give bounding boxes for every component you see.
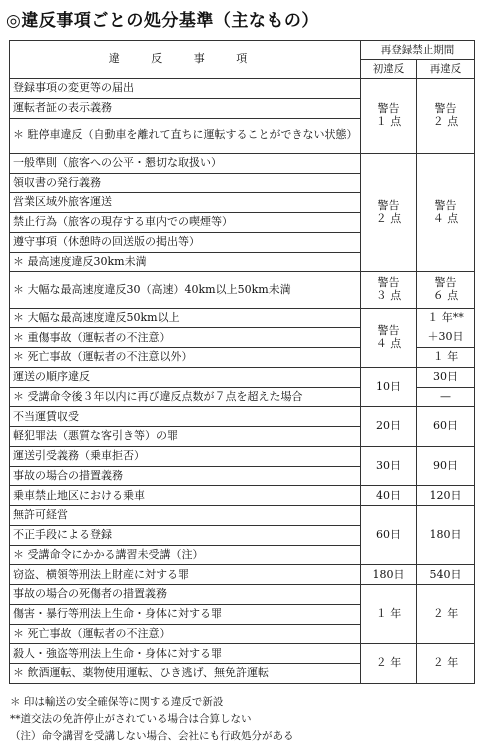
table-row — [10, 407, 475, 427]
footnote: ＊ 印は輸送の安全確保等に関する違反で新設 — [10, 696, 224, 708]
violation-item: 事故の場合の措置義務 — [10, 466, 361, 486]
header-repeat-violation: 再違反 — [417, 60, 475, 79]
table-row — [10, 486, 475, 506]
repeat-violation-penalty: 警告 ４ 点 — [417, 153, 475, 272]
table-row — [10, 153, 475, 173]
violation-item: 運送引受義務（乗車拒否） — [10, 446, 361, 466]
first-violation-penalty: 警告 ３ 点 — [361, 272, 417, 308]
first-violation-penalty: 10日 — [361, 367, 417, 407]
violation-item: 登録事項の変更等の届出 — [10, 79, 361, 99]
violation-item: 窃盗、横領等刑法上財産に対する罪 — [10, 565, 361, 585]
first-violation-penalty: ２ 年 — [361, 644, 417, 684]
header-reregistration-period: 再登録禁止期間 — [361, 41, 475, 60]
violation-item: 殺人・強盗等刑法上生命・身体に対する罪 — [10, 644, 361, 664]
first-violation-penalty: 警告 ４ 点 — [361, 308, 417, 367]
first-violation-penalty: 警告 １ 点 — [361, 79, 417, 154]
violation-item: 遵守事項（休憩時の回送版の掲出等） — [10, 232, 361, 252]
violation-item: 営業区域外旅客運送 — [10, 193, 361, 213]
table-row — [10, 506, 475, 526]
violation-item: ＊ 受講命令後３年以内に再び違反点数が７点を超えた場合 — [10, 387, 361, 407]
first-violation-penalty: 20日 — [361, 407, 417, 447]
repeat-violation-penalty: 60日 — [417, 407, 475, 447]
violation-item: 禁止行為（旅客の現存する車内での喫煙等） — [10, 213, 361, 233]
header-violation-items: 違 反 事 項 — [10, 41, 361, 79]
violation-item: 運送の順序違反 — [10, 367, 361, 387]
table-row — [10, 585, 475, 605]
violation-item: 無許可経営 — [10, 506, 361, 526]
violation-item: ＊ 飲酒運転、薬物使用運転、ひき逃げ、無免許運転 — [10, 664, 361, 684]
repeat-violation-penalty: — — [417, 387, 475, 407]
table-row — [10, 272, 475, 308]
footnote: **道交法の免許停止がされている場合は合算しない — [10, 713, 252, 725]
footnotes — [10, 694, 294, 745]
table-row — [10, 367, 475, 387]
table-body — [10, 79, 475, 684]
first-violation-penalty: 60日 — [361, 506, 417, 565]
violation-item: ＊ 大幅な最高速度違反30（高速）40km以上50km未満 — [10, 272, 361, 308]
repeat-violation-penalty: １ 年 — [417, 348, 475, 368]
violation-item: 事故の場合の死傷者の措置義務 — [10, 585, 361, 605]
footnote: （注）命令講習を受講しない場合、会社にも行政処分がある — [10, 730, 294, 742]
first-violation-penalty: 警告 ２ 点 — [361, 153, 417, 272]
repeat-violation-penalty: 120日 — [417, 486, 475, 506]
first-violation-penalty: 30日 — [361, 446, 417, 486]
table-row — [10, 308, 475, 328]
violation-item: ＊ 大幅な最高速度違反50km以上 — [10, 308, 361, 328]
first-violation-penalty: 180日 — [361, 565, 417, 585]
repeat-violation-penalty: 30日 — [417, 367, 475, 387]
violation-penalty-table — [9, 40, 475, 684]
violation-item: 運転者証の表示義務 — [10, 98, 361, 118]
table-row — [10, 446, 475, 466]
violation-item: ＊ 死亡事故（運転者の不注意） — [10, 624, 361, 644]
repeat-violation-penalty: 警告 ２ 点 — [417, 79, 475, 154]
page-title: ◎違反事項ごとの処分基準（主なもの） — [6, 11, 319, 31]
repeat-violation-penalty: ２ 年 — [417, 585, 475, 644]
repeat-violation-penalty: 警告 ６ 点 — [417, 272, 475, 308]
table-row — [10, 79, 475, 99]
violation-item: ＊ 受講命令にかかる講習未受講（注） — [10, 545, 361, 565]
repeat-violation-penalty: ＋30日 — [417, 328, 475, 348]
repeat-violation-penalty: 540日 — [417, 565, 475, 585]
repeat-violation-penalty: 180日 — [417, 506, 475, 565]
violation-item: 乗車禁止地区における乗車 — [10, 486, 361, 506]
first-violation-penalty: 40日 — [361, 486, 417, 506]
violation-item: 不正手段による登録 — [10, 525, 361, 545]
repeat-violation-penalty: ２ 年 — [417, 644, 475, 684]
table-row — [10, 565, 475, 585]
violation-item: 不当運賃収受 — [10, 407, 361, 427]
violation-item: ＊ 死亡事故（運転者の不注意以外） — [10, 348, 361, 368]
violation-item: ＊ 最高速度違反30km未満 — [10, 252, 361, 272]
repeat-violation-penalty: １ 年** — [417, 308, 475, 328]
first-violation-penalty: １ 年 — [361, 585, 417, 644]
violation-item: 領収書の発行義務 — [10, 173, 361, 193]
violation-item: 一般準則（旅客への公平・懇切な取扱い） — [10, 153, 361, 173]
repeat-violation-penalty: 90日 — [417, 446, 475, 486]
violation-item: 軽犯罪法（悪質な客引き等）の罪 — [10, 427, 361, 447]
table-row — [10, 644, 475, 664]
header-first-violation: 初違反 — [361, 60, 417, 79]
violation-item: ＊ 駐停車違反（自動車を離れて直ちに運転することができない状態） — [10, 118, 361, 153]
violation-item: 傷害・暴行等刑法上生命・身体に対する罪 — [10, 604, 361, 624]
violation-item: ＊ 重傷事故（運転者の不注意） — [10, 328, 361, 348]
